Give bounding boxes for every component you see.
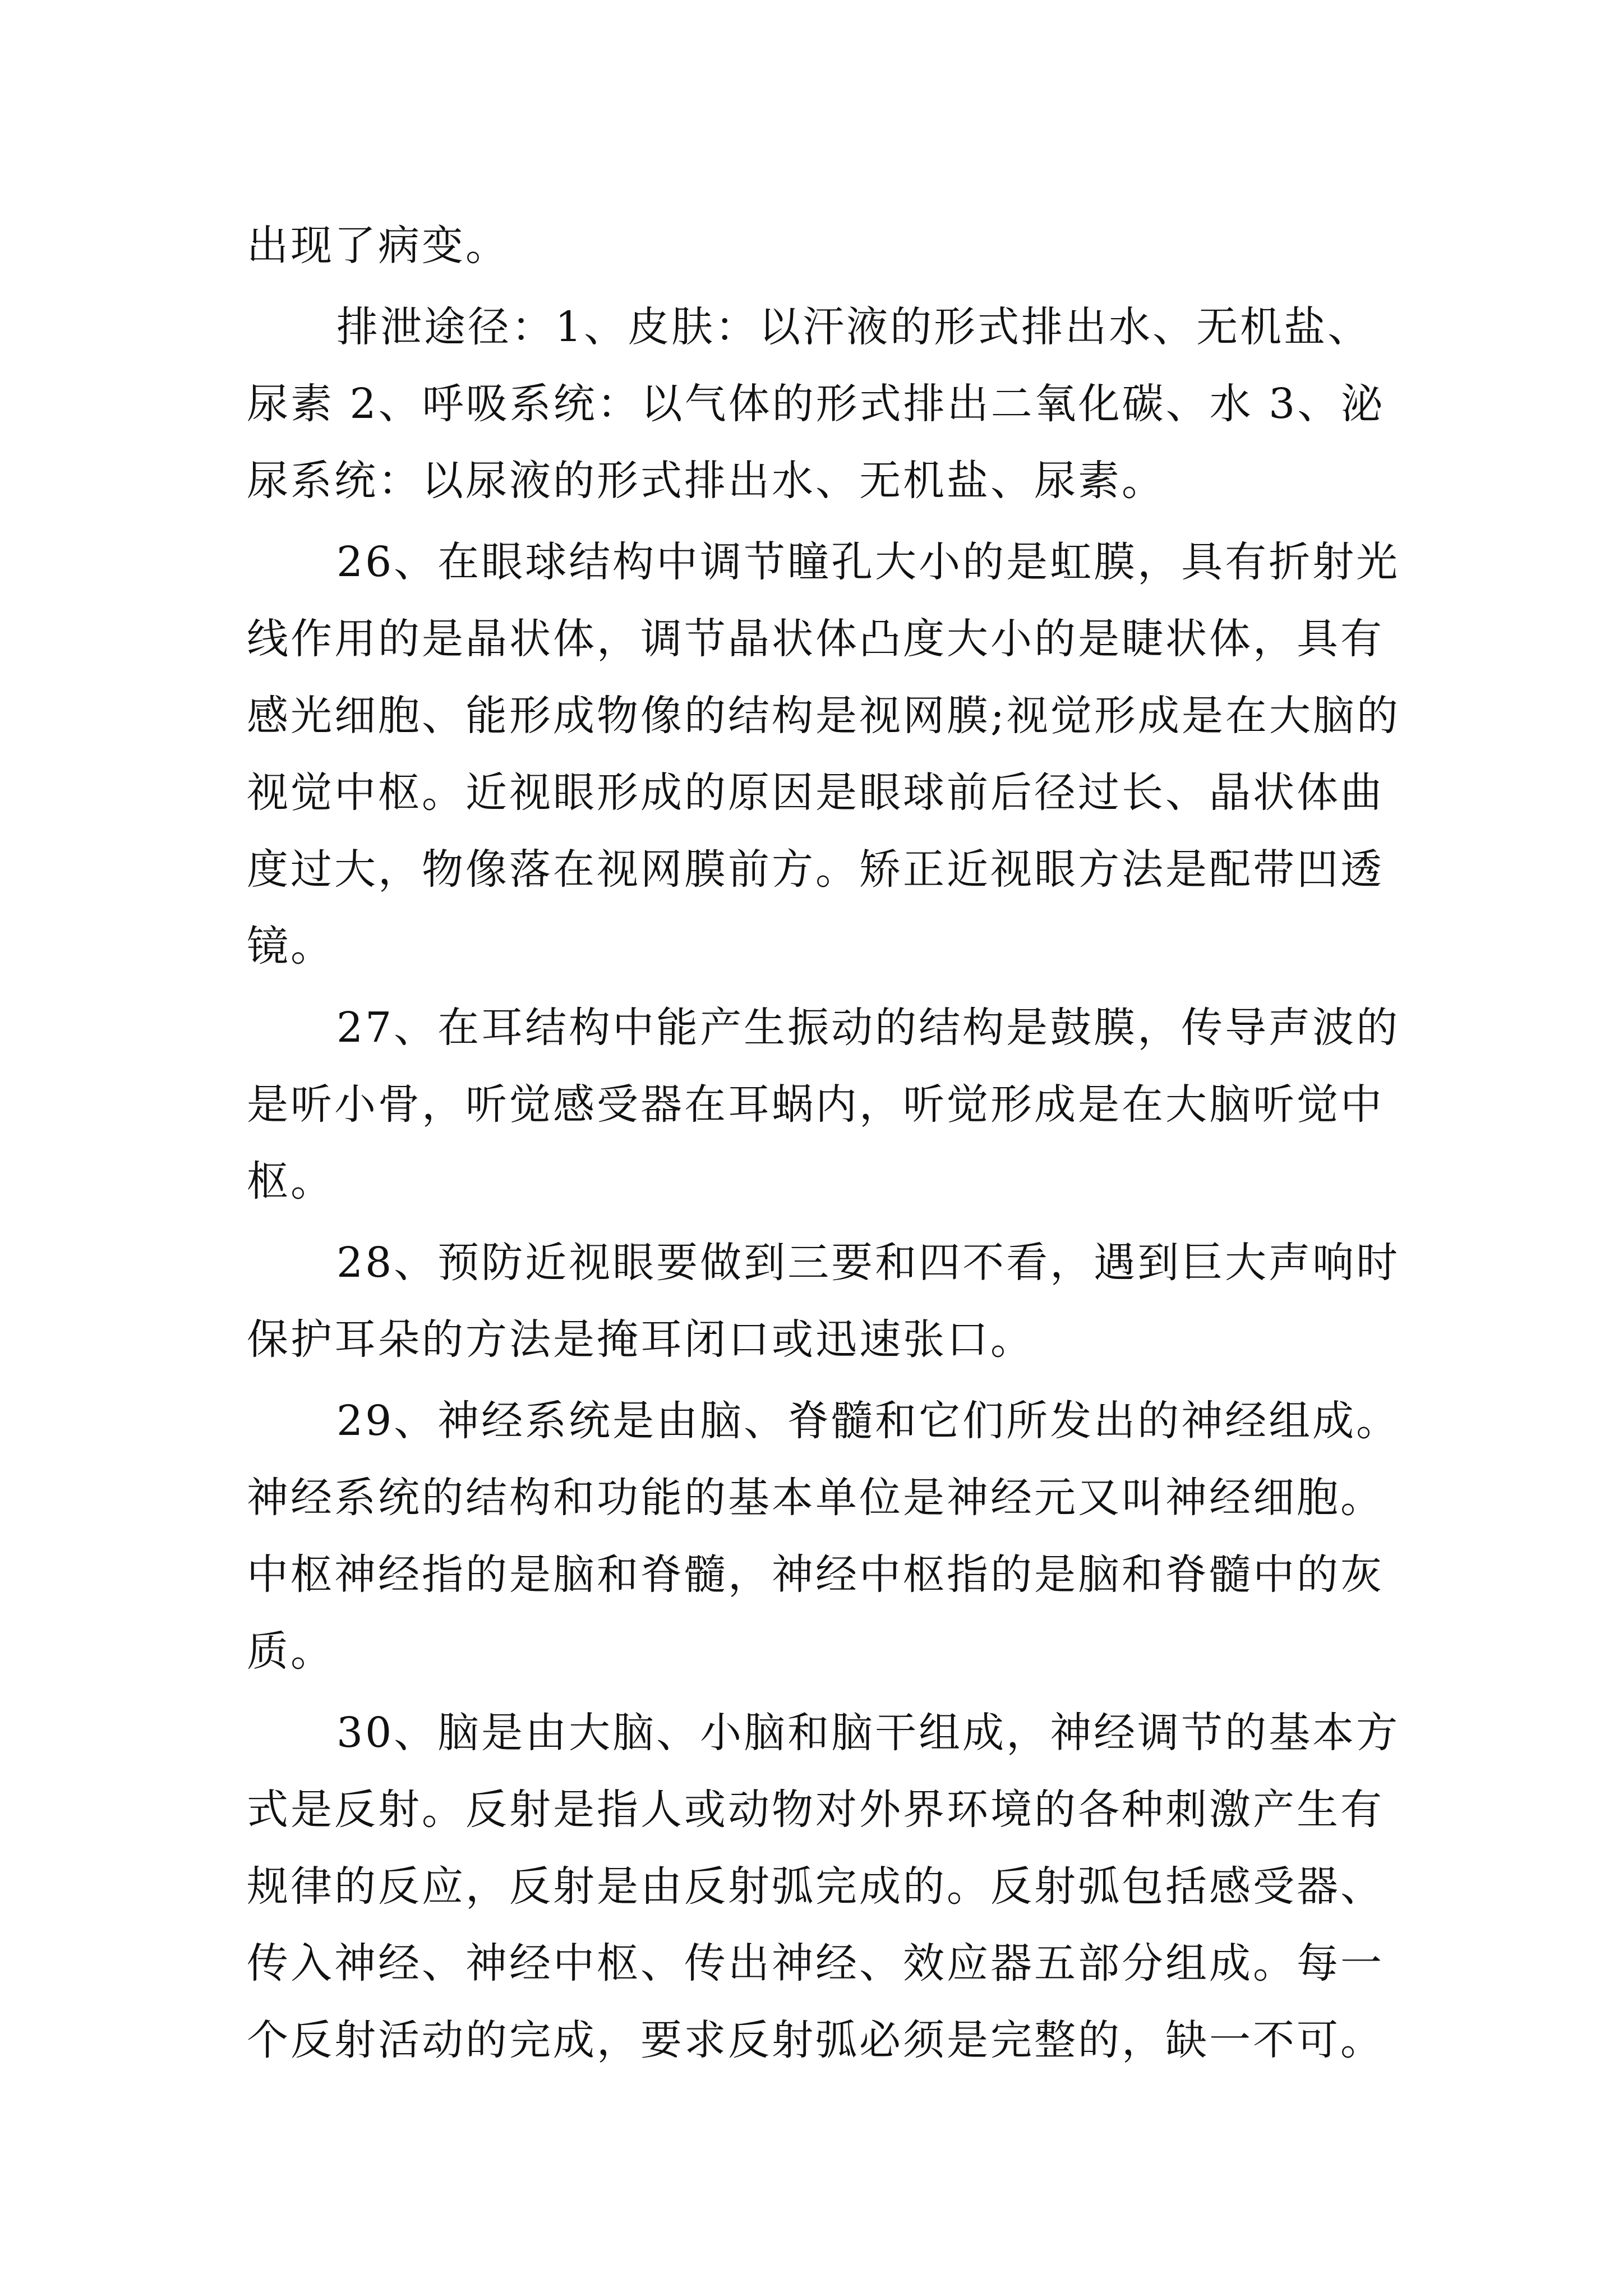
paragraph-30-brain-reflex: 30、脑是由大脑、小脑和脑干组成，神经调节的基本方式是反射。反射是指人或动物对外界环境的各种刺激产生有规律的反应，反射是由反射弧完成的。反射弧包括感受器、传入神经、神经中枢、传出神经、效应器五部分组成。每一个反射活动的完成，要求反射弧必须是完整的，缺一不可。 [247,1709,1400,2064]
paragraph-29-nervous-system: 29、神经系统是由脑、脊髓和它们所发出的神经组成。神经系统的结构和功能的基本单位是神经元又叫神经细胞。中枢神经指的是脑和脊髓，神经中枢指的是脑和脊髓中的灰质。 [247,1397,1400,1676]
paragraph-26-eye-structure: 26、在眼球结构中调节瞳孔大小的是虹膜，具有折射光线作用的是晶状体，调节晶状体凸度大小的是睫状体，具有感光细胞、能形成物像的结构是视网膜;视觉形成是在大脑的视觉中枢。近视眼形成的原因是眼球前后径过长、晶状体曲度过大，物像落在视网膜前方。矫正近视眼方法是配带凹透镜。 [247,538,1400,970]
paragraph-28-prevention: 28、预防近视眼要做到三要和四不看，遇到巨大声响时保护耳朵的方法是掩耳闭口或迅速张口。 [247,1239,1400,1364]
paragraph-27-ear-structure: 27、在耳结构中能产生振动的结构是鼓膜，传导声波的是听小骨，听觉感受器在耳蜗内，听觉形成是在大脑听觉中枢。 [247,1004,1400,1205]
paragraph-excretion-routes: 排泄途径：1、皮肤：以汗液的形式排出水、无机盐、尿素 2、呼吸系统：以气体的形式排出二氧化碳、水 3、泌尿系统：以尿液的形式排出水、无机盐、尿素。 [247,303,1385,505]
paragraph-continuation: 出现了病变。 [247,222,509,270]
body-text [247,208,1402,2083]
